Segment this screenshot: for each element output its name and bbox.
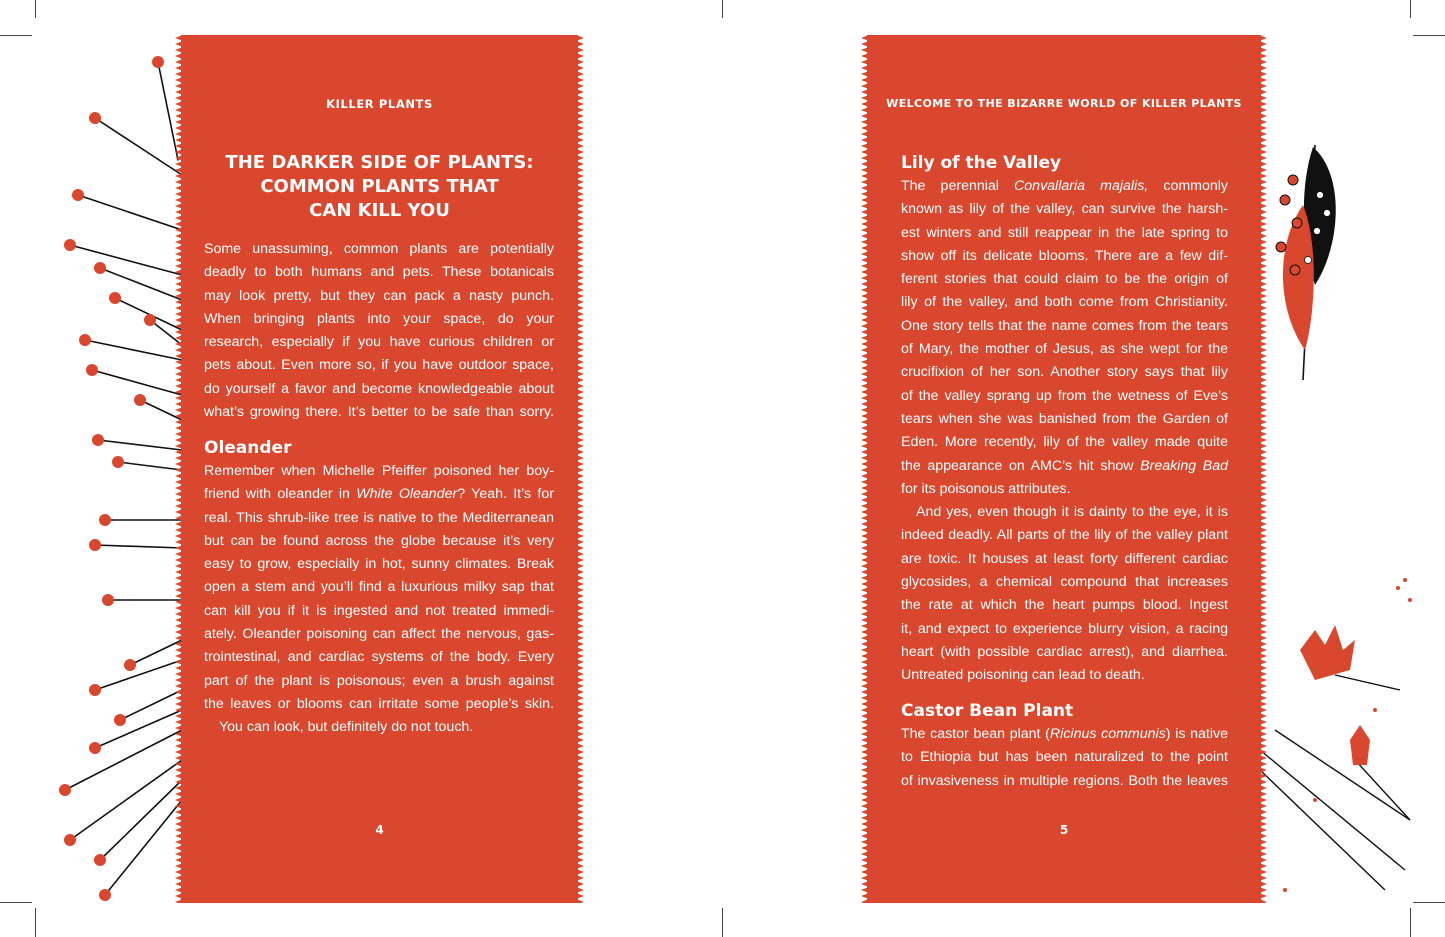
text-line: easy to grow, especially in hot, sunny climates. Break bbox=[204, 556, 554, 573]
seed-pod bbox=[89, 742, 101, 754]
page-number: 4 bbox=[375, 823, 384, 837]
latin-name: Ricinus communis bbox=[1049, 726, 1166, 742]
seed-pod bbox=[64, 239, 76, 251]
text-line: open a stem and you’ll find a luxurious milky sap that bbox=[204, 579, 554, 596]
seed-pod bbox=[109, 292, 121, 304]
spray-stem bbox=[118, 462, 182, 470]
text-line: real. This shrub-like tree is native to the Mediterranean bbox=[204, 509, 554, 526]
spray-stem bbox=[65, 730, 182, 790]
text-line: Some unassuming, common plants are potentially bbox=[204, 241, 554, 257]
text-line: Remember when Michelle Pfeiffer poisoned her boy- bbox=[204, 463, 554, 479]
spray-stem bbox=[98, 440, 182, 450]
text-line: You can look, but definitely do not touch. bbox=[219, 719, 474, 736]
red-flower-sprigs-illustration bbox=[1255, 570, 1415, 900]
text-line: do yourself a favor and become knowledgeable about bbox=[204, 380, 554, 397]
text-run: commonly bbox=[1148, 178, 1228, 194]
show-title: Breaking Bad bbox=[1140, 457, 1229, 474]
seed-pod bbox=[59, 784, 71, 796]
text-line: When bringing plants into your space, do your bbox=[204, 310, 554, 327]
text-run: The perennial bbox=[901, 178, 1015, 194]
seed-pod bbox=[89, 539, 101, 551]
intro-paragraph bbox=[204, 238, 554, 424]
seed-pod bbox=[79, 334, 91, 346]
text-line: known as lily of the valley, can survive the harsh- bbox=[901, 201, 1228, 218]
zigzag-edge bbox=[576, 35, 584, 903]
seed-pod bbox=[152, 56, 164, 68]
zigzag-edge bbox=[1259, 35, 1267, 903]
text-line: of the valley sprang up from the wetness of Eve’s bbox=[901, 387, 1228, 404]
seed-pod bbox=[92, 434, 104, 446]
crop-mark bbox=[722, 0, 723, 18]
seed-pod bbox=[102, 594, 114, 606]
text-line: for its poisonous attributes. bbox=[901, 480, 1071, 497]
seed-pod bbox=[89, 684, 101, 696]
section-heading: Castor Bean Plant bbox=[901, 701, 1074, 721]
text-line: One story tells that the name comes from the tears bbox=[901, 317, 1228, 334]
text-line: trointestinal, and cardiac systems of the body. Every bbox=[204, 649, 554, 666]
title-line: CAN KILL YOU bbox=[309, 200, 450, 221]
text-line bbox=[901, 175, 1228, 198]
text-line: the leaves or blooms can irritate some people’s skin. bbox=[204, 695, 554, 712]
text-line bbox=[901, 455, 1228, 478]
text-line: show off its delicate blooms. There are a few dif- bbox=[901, 247, 1228, 264]
text-line: deadly to both humans and pets. These botanicals bbox=[204, 264, 554, 281]
text-line: ately. Oleander poisoning can affect the nervous, gas- bbox=[204, 626, 554, 643]
right-page bbox=[867, 35, 1261, 903]
running-head: WELCOME TO THE BIZARRE WORLD OF KILLER PLANTS bbox=[886, 97, 1242, 110]
text-line: what’s growing there. It’s better to be safe than sorry. bbox=[204, 404, 554, 421]
running-head: KILLER PLANTS bbox=[326, 97, 433, 111]
text-line: may look pretty, but they can pack a nasty punch. bbox=[204, 287, 554, 304]
seed-pod bbox=[89, 112, 101, 124]
seed-pod bbox=[112, 456, 124, 468]
spray-stem bbox=[95, 118, 182, 175]
title-line: COMMON PLANTS THAT bbox=[260, 176, 499, 197]
crop-mark bbox=[722, 908, 723, 937]
text-run: The castor bean plant ( bbox=[901, 726, 1050, 742]
zigzag-edge bbox=[175, 35, 183, 903]
text-line: tears when she was banished from the Garden of bbox=[901, 410, 1228, 427]
chapter-title bbox=[201, 151, 558, 223]
seed-pod bbox=[124, 659, 136, 671]
seed-pod-sprays-illustration bbox=[0, 0, 185, 937]
seed-pod bbox=[86, 364, 98, 376]
crop-mark bbox=[1413, 902, 1445, 903]
seed-pod bbox=[94, 262, 106, 274]
section-heading: Oleander bbox=[204, 438, 292, 458]
spray-stem bbox=[105, 800, 182, 895]
spray-stem bbox=[100, 780, 182, 860]
text-line: to Ethiopia but has been naturalized to the point bbox=[901, 749, 1228, 766]
seed-pod bbox=[99, 514, 111, 526]
spray-stem bbox=[85, 340, 182, 360]
text-line: of Mary, the mother of Jesus, as she wept for the bbox=[901, 341, 1228, 358]
text-line: crucifixion of her son. Another story says that lily bbox=[901, 364, 1228, 381]
text-line: the rate at which the heart pumps blood. Ingest bbox=[901, 597, 1228, 614]
text-line: indeed deadly. All parts of the lily of the valley plant bbox=[901, 527, 1228, 544]
text-line: And yes, even though it is dainty to the eye, it is bbox=[916, 504, 1228, 521]
spray-stem bbox=[70, 245, 182, 275]
seed-pod bbox=[64, 834, 76, 846]
text-line: heart (with possible cardiac arrest), and diarrhea. bbox=[901, 643, 1228, 660]
text-run: ) is native bbox=[1165, 726, 1229, 742]
section-heading: Lily of the Valley bbox=[901, 153, 1062, 173]
crop-mark bbox=[1410, 908, 1411, 937]
text-line: research, especially if you have curious children or bbox=[204, 334, 554, 351]
spray-stem bbox=[95, 660, 182, 690]
crop-mark bbox=[1410, 0, 1411, 18]
text-run: friend with oleander in bbox=[204, 486, 357, 503]
seed-pod bbox=[144, 314, 156, 326]
text-line: ferent stories that could claim to be the origin of bbox=[901, 271, 1228, 288]
text-line: can kill you if it is ingested and not treated immedi- bbox=[204, 602, 554, 619]
text-line bbox=[901, 723, 1228, 746]
text-line: are toxic. It houses at least forty different cardiac bbox=[901, 550, 1228, 567]
seed-pod bbox=[72, 189, 84, 201]
zigzag-edge bbox=[861, 35, 869, 903]
lily-section bbox=[901, 151, 1228, 688]
text-line: Untreated poisoning can lead to death. bbox=[901, 667, 1145, 684]
seed-pod bbox=[94, 854, 106, 866]
text-line: it, and expect to experience blurry vision, a racing bbox=[901, 620, 1228, 637]
spray-stem bbox=[120, 690, 182, 720]
text-line: pets about. Even more so, if you have outdoor space, bbox=[204, 357, 554, 374]
text-line: glycosides, a chemical compound that increases bbox=[901, 574, 1228, 591]
seed-pod bbox=[99, 889, 111, 901]
text-run: the appearance on AMC’s hit show bbox=[901, 457, 1141, 474]
text-line: Eden. More recently, lily of the valley made quite bbox=[901, 434, 1228, 451]
text-line: lily of the valley, and both come from Christianity. bbox=[901, 294, 1228, 311]
text-line: part of the plant is poisonous; even a brush against bbox=[204, 672, 554, 689]
seed-pod bbox=[114, 714, 126, 726]
left-page bbox=[181, 35, 578, 903]
lily-of-the-valley-leaf-illustration bbox=[1275, 135, 1345, 385]
spray-stem bbox=[95, 710, 182, 748]
text-line: of invasiveness in multiple regions. Both the leaves bbox=[901, 772, 1228, 789]
title-line: THE DARKER SIDE OF PLANTS: bbox=[225, 152, 534, 173]
text-line: but can be found across the globe because it’s very bbox=[204, 532, 554, 549]
spray-stem bbox=[70, 760, 182, 840]
oleander-section bbox=[204, 436, 554, 740]
spray-stem bbox=[95, 545, 182, 548]
seed-pod bbox=[134, 394, 146, 406]
spray-stem bbox=[92, 370, 182, 395]
page-number: 5 bbox=[1059, 823, 1069, 837]
text-line bbox=[204, 483, 554, 506]
castor-bean-section bbox=[901, 699, 1228, 793]
spray-stem bbox=[78, 195, 182, 230]
latin-name: Convallaria majalis, bbox=[1014, 178, 1149, 194]
text-line: est winters and still reappear in the late spring to bbox=[901, 224, 1228, 241]
text-run: ? Yeah. It’s for bbox=[457, 486, 554, 503]
crop-mark bbox=[1413, 35, 1445, 36]
film-title: White Oleander bbox=[356, 486, 458, 503]
